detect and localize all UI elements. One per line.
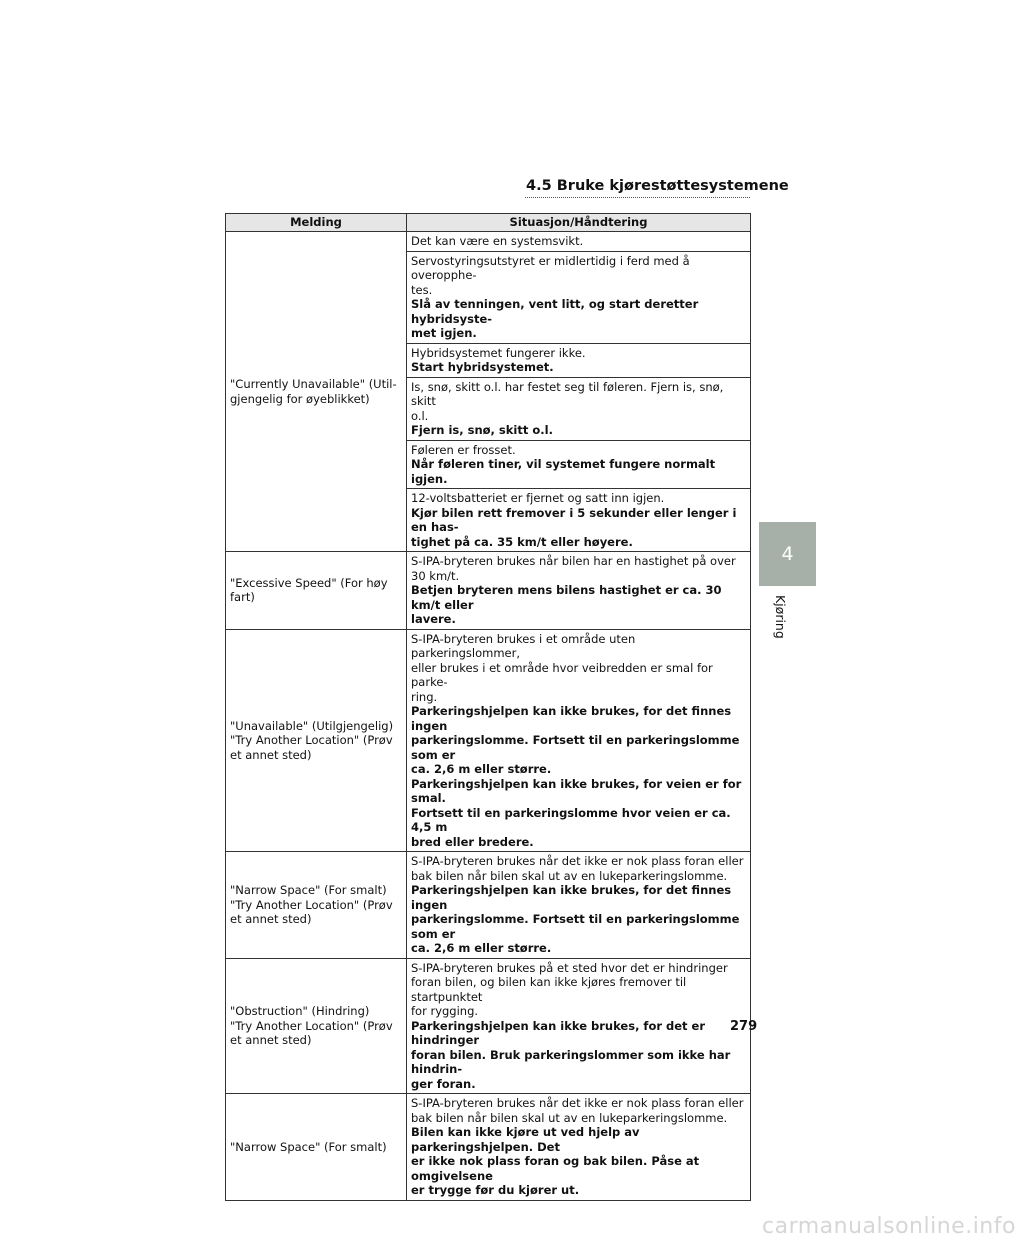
situation-text: Det kan være en systemsvikt. [411,234,584,248]
message-cell [226,1094,407,1201]
action-text: er ikke nok plass foran og bak bilen. Påse at omgivelsene [411,1154,700,1183]
action-text: Kjør bilen rett fremover i 5 sekunder eller lenger i en has- [411,505,737,534]
situation-text: S-IPA-bryteren brukes i et område uten parkeringslommer, [411,631,636,660]
header-divider [525,197,750,198]
action-text: tighet på ca. 35 km/t eller høyere. [411,534,633,549]
action-text: Parkeringshjelpen kan ikke brukes, for veien er for smal. [411,776,742,805]
chapter-label: Kjøring [773,595,788,639]
table-row [226,1094,751,1201]
chapter-tab [759,522,816,586]
message-line: "Try Another Location" (Prøv [230,897,393,912]
situation-text: Hybridsystemet fungerer ikke. [411,345,586,360]
message-line: "Narrow Space" (For smalt) [230,883,387,897]
page-number: 279 [730,1019,758,1034]
action-text: foran bilen. Bruk parkeringslommer som ikke har hindrin- [411,1047,731,1076]
table-row [226,629,751,852]
table-row [226,552,751,630]
situation-text: Is, snø, skitt o.l. har festet seg til føleren. Fjern is, snø, skitt [411,379,724,408]
message-line: et annet sted) [230,912,312,926]
table-row [226,958,751,1094]
situation-cell [407,251,751,343]
table-body [226,232,751,1201]
action-text: er trygge før du kjører ut. [411,1183,580,1197]
section-title: 4.5 Bruke kjørestøttesystemene [526,178,789,194]
watermark: carmanualsonline.info [762,1214,1016,1239]
situation-text: Servostyringsutstyret er midlertidig i ferd med å overopphe- [411,253,690,282]
message-cell [226,629,407,852]
message-line: gjengelig for øyeblikket) [230,391,370,406]
situation-text: S-IPA-bryteren brukes når det ikke er nok plass foran eller [411,854,744,868]
situation-text: 12-voltsbatteriet er fjernet og satt inn igjen. [411,491,665,505]
situation-cell [407,377,751,440]
action-text: Parkeringshjelpen kan ikke brukes, for det er hindringer [411,1018,706,1047]
situation-text: bak bilen når bilen skal ut av en lukeparkeringslomme. [411,1110,728,1125]
situation-cell [407,489,751,552]
message-line: "Excessive Speed" (For høy [230,575,388,590]
action-text: Fortsett til en parkeringslomme hvor veien er ca. 4,5 m [411,805,731,834]
message-cell [226,852,407,959]
action-text: Når føleren tiner, vil systemet fungere normalt igjen. [411,457,716,486]
action-text: bred eller bredere. [411,834,534,849]
situation-cell [407,629,751,852]
situation-text: o.l. [411,408,429,423]
action-text: parkeringslomme. Fortsett til en parkeringslomme som er [411,912,740,941]
action-text: ca. 2,6 m eller større. [411,762,552,776]
situation-text: S-IPA-bryteren brukes når det ikke er nok plass foran eller [411,1096,744,1110]
situation-text: S-IPA-bryteren brukes på et sted hvor det er hindringer [411,960,728,975]
message-cell [226,552,407,630]
situation-text: for rygging. [411,1004,479,1018]
table-row [226,232,751,252]
situation-text: tes. [411,282,433,297]
situation-cell [407,343,751,377]
column-header-message: Melding [226,214,407,232]
situation-cell [407,1094,751,1201]
action-text: Parkeringshjelpen kan ikke brukes, for det finnes ingen [411,883,732,912]
action-text: Betjen bryteren mens bilens hastighet er ca. 30 km/t eller [411,583,722,612]
table-header-row [226,214,751,232]
message-line: et annet sted) [230,747,312,762]
message-line: fart) [230,590,255,605]
action-text: Parkeringshjelpen kan ikke brukes, for det finnes ingen [411,704,732,733]
column-header-situation: Situasjon/Håndtering [407,214,751,232]
situation-text: Føleren er frosset. [411,442,516,457]
situation-cell [407,852,751,959]
situation-cell [407,958,751,1094]
action-text: Bilen kan ikke kjøre ut ved hjelp av parkeringshjelpen. Det [411,1125,640,1154]
message-line: "Narrow Space" (For smalt) [230,1139,387,1154]
action-text: Slå av tenningen, vent litt, og start deretter hybridsyste- [411,297,699,326]
table-row [226,852,751,959]
action-text: lavere. [411,612,456,626]
message-line: "Try Another Location" (Prøv [230,733,393,747]
action-text: met igjen. [411,326,477,340]
situation-text: bak bilen når bilen skal ut av en lukeparkeringslomme. [411,868,728,883]
situation-cell [407,232,751,252]
situation-cell [407,552,751,630]
action-text: ca. 2,6 m eller større. [411,941,552,955]
action-text: parkeringslomme. Fortsett til en parkeringslomme som er [411,733,740,762]
situation-text: eller brukes i et område hvor veibredden er smal for parke- [411,660,713,689]
message-line: "Currently Unavailable" (Util- [230,377,397,391]
message-cell [226,232,407,552]
situation-cell [407,440,751,489]
message-table [225,213,751,1201]
action-text: Start hybridsystemet. [411,360,554,374]
chapter-number: 4 [781,543,794,565]
action-text: Fjern is, snø, skitt o.l. [411,423,553,437]
situation-text: ring. [411,689,438,704]
message-line: "Obstruction" (Hindring) [230,1004,370,1018]
message-line: "Try Another Location" (Prøv [230,1018,393,1033]
situation-text: 30 km/t. [411,568,460,583]
situation-text: foran bilen, og bilen kan ikke kjøres fremover til startpunktet [411,975,687,1004]
message-line: "Unavailable" (Utilgjengelig) [230,718,394,733]
situation-text: S-IPA-bryteren brukes når bilen har en hastighet på over [411,554,736,568]
action-text: ger foran. [411,1076,476,1091]
message-line: et annet sted) [230,1033,312,1047]
message-cell [226,958,407,1094]
